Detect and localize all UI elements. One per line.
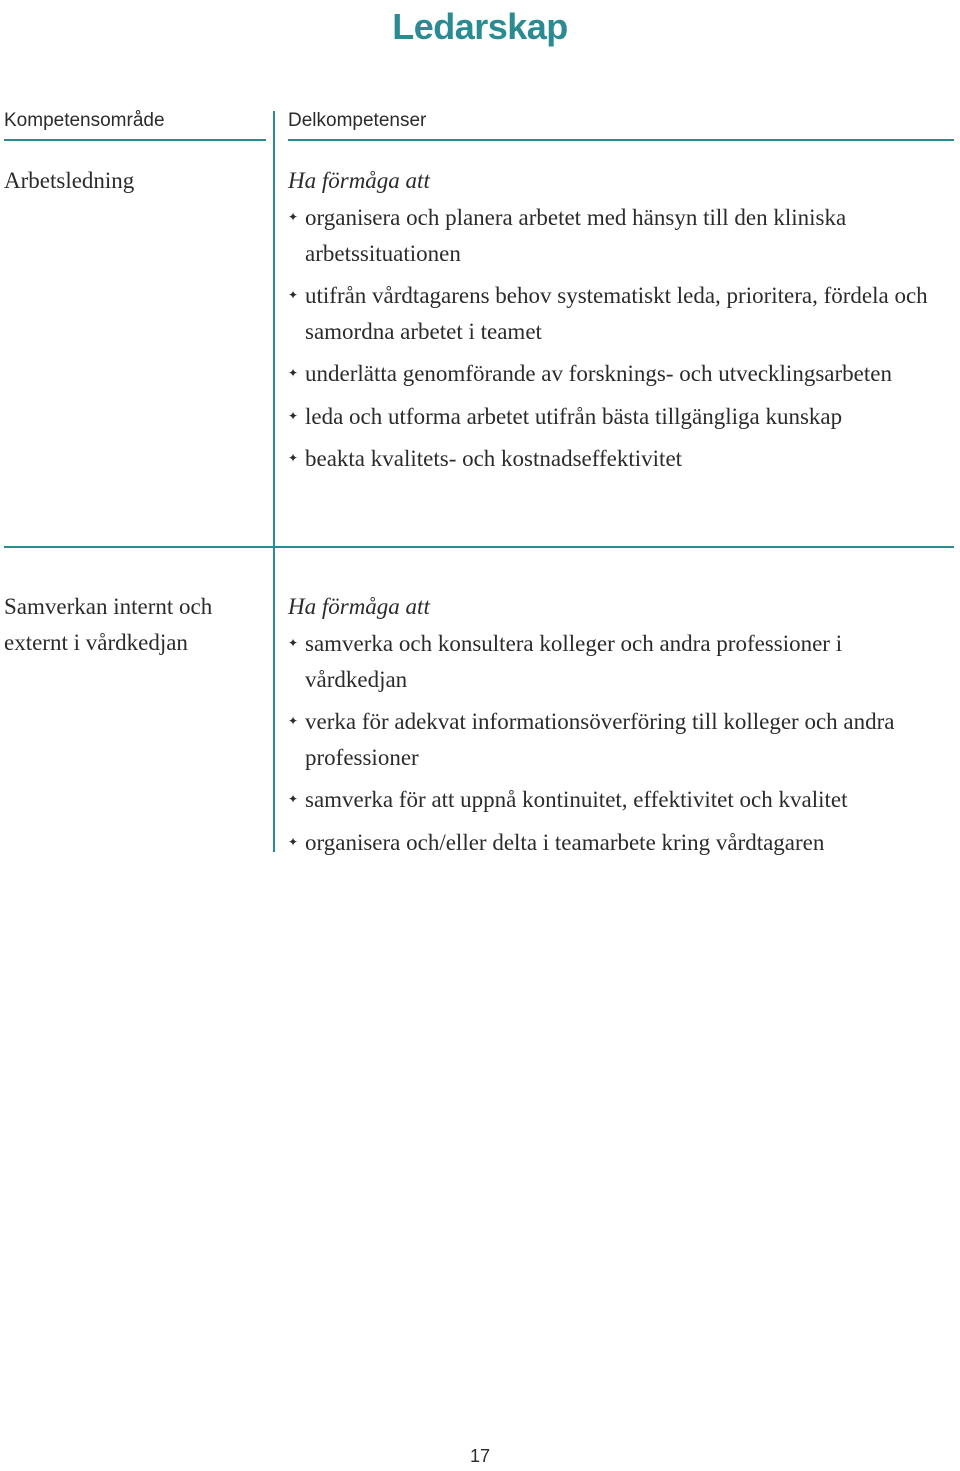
bullet-icon: ✦ bbox=[288, 714, 299, 728]
subcompetence-block-samverkan bbox=[288, 590, 938, 867]
column-divider-top bbox=[273, 111, 275, 547]
section-divider bbox=[4, 546, 954, 548]
header-divider-left bbox=[4, 139, 266, 141]
bullet-icon: ✦ bbox=[288, 210, 299, 224]
subcompetence-list bbox=[288, 626, 938, 860]
list-item: ✦ samverka för att uppnå kontinuitet, effektivitet och kvalitet bbox=[288, 782, 938, 818]
list-item: ✦ verka för adekvat informationsöverföring till kolleger och andra professioner bbox=[288, 704, 938, 775]
page-title: Ledarskap bbox=[392, 6, 568, 47]
column-divider-bottom bbox=[273, 548, 275, 852]
list-item: ✦ utifrån vårdtagarens behov systematiskt leda, prioritera, fördela och samordna arbetet i teamet bbox=[288, 278, 938, 349]
bullet-icon: ✦ bbox=[288, 408, 299, 423]
bullet-icon: ✦ bbox=[288, 451, 299, 465]
competence-area-arbetsledning: Arbetsledning bbox=[4, 168, 135, 193]
list-item: ✦ beakta kvalitets- och kostnadseffektivitet bbox=[288, 441, 938, 477]
bullet-icon: ✦ bbox=[288, 792, 299, 806]
bullet-icon: ✦ bbox=[288, 834, 299, 849]
page-number: 17 bbox=[469, 1446, 491, 1466]
subcompetence-list bbox=[288, 200, 938, 477]
list-item: ✦ underlätta genomförande av forsknings- och utvecklingsarbeten bbox=[288, 356, 938, 392]
subcompetence-block-arbetsledning bbox=[288, 164, 938, 484]
list-item: ✦ organisera och planera arbetet med hänsyn till den kliniska arbetssituationen bbox=[288, 200, 938, 271]
bullet-icon: ✦ bbox=[288, 636, 299, 650]
competence-area-samverkan: Samverkan internt och externt i vårdkedjan bbox=[4, 594, 213, 655]
column-header-area: Kompetensområde bbox=[4, 110, 165, 131]
bullet-icon: ✦ bbox=[288, 288, 299, 302]
list-item: ✦ leda och utforma arbetet utifrån bästa tillgängliga kunskap bbox=[288, 399, 938, 435]
intro-text: Ha förmåga att bbox=[288, 168, 430, 193]
column-header-subcompetences: Delkompetenser bbox=[288, 110, 427, 131]
bullet-icon: ✦ bbox=[288, 366, 299, 380]
header-divider-right bbox=[288, 139, 954, 141]
list-item: ✦ organisera och/eller delta i teamarbete kring vårdtagaren bbox=[288, 825, 938, 861]
intro-text: Ha förmåga att bbox=[288, 594, 430, 619]
list-item: ✦ samverka och konsultera kolleger och andra professioner i vårdkedjan bbox=[288, 626, 938, 697]
